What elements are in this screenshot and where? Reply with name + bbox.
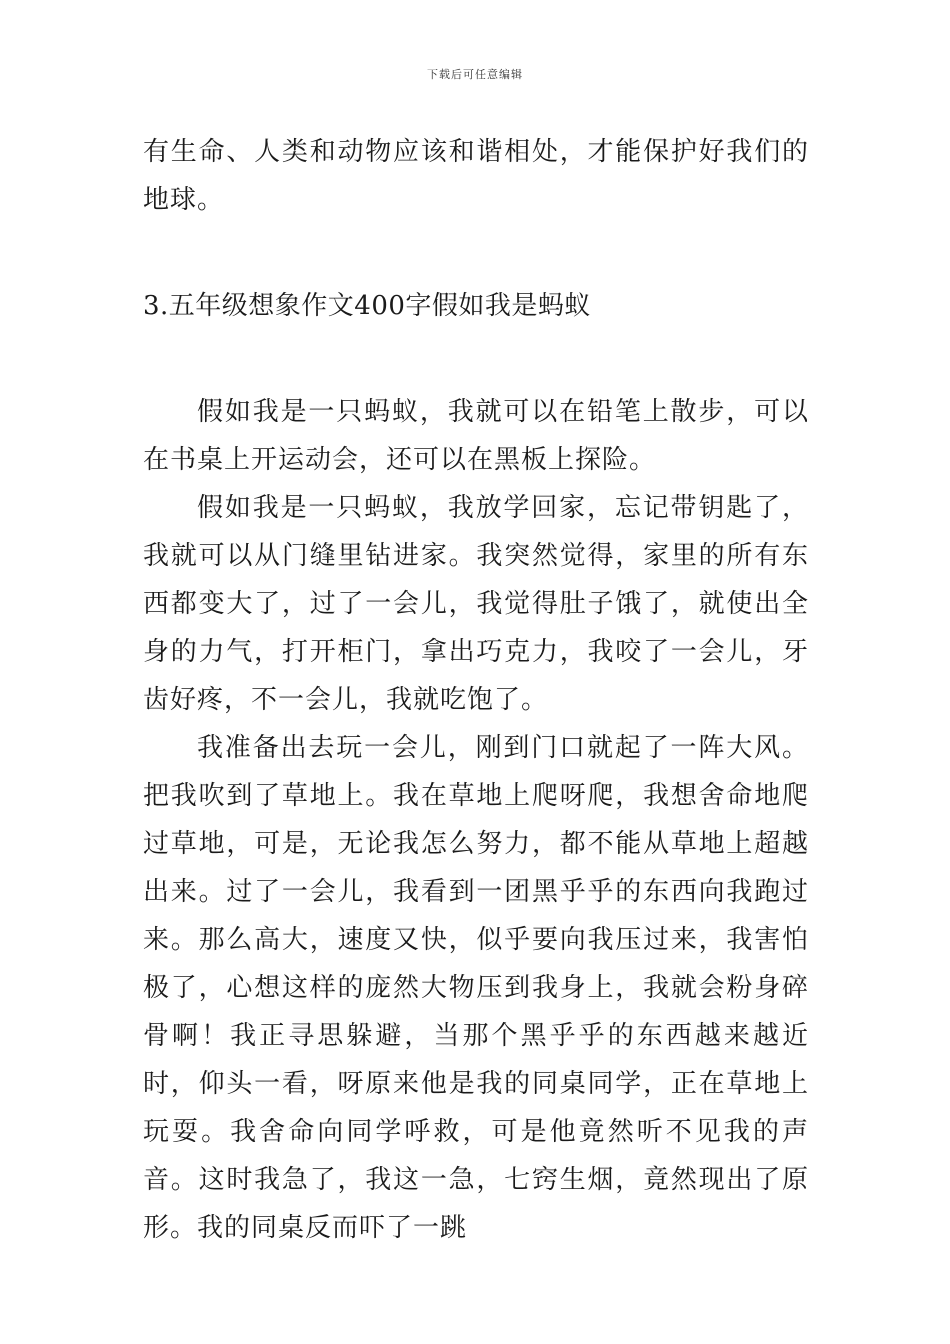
essay-paragraph-1: 假如我是一只蚂蚁，我就可以在铅笔上散步，可以在书桌上开运动会，还可以在黑板上探险。 xyxy=(143,397,809,475)
header-note: 下载后可任意编辑 xyxy=(427,68,523,81)
essay-paragraph-3: 我准备出去玩一会儿，刚到门口就起了一阵大风。把我吹到了草地上。我在草地上爬呀爬，我想舍命地爬过草地，可是，无论我怎么努力，都不能从草地上超越出来。过了一会儿，我看到一团黑乎乎的东西向我跑过来。那么高大，速度又快，似乎要向我压过来，我害怕极了，心想这样的庞然大物压到我身上，我就会粉身碎骨啊！我正寻思躲避，当那个黑乎乎的东西越来越近时，仰头一看，呀原来他是我的同桌同学，正在草地上玩耍。我舍命向同学呼救，可是他竟然听不见我的声音。这时我急了，我这一急，七窍生烟，竟然现出了原形。我的同桌反而吓了一跳 xyxy=(143,733,809,1243)
document-body xyxy=(143,128,809,1252)
continuation-paragraph: 有生命、人类和动物应该和谐相处，才能保护好我们的地球。 xyxy=(143,137,809,215)
essay-paragraph-2: 假如我是一只蚂蚁，我放学回家，忘记带钥匙了，我就可以从门缝里钻进家。我突然觉得，家里的所有东西都变大了，过了一会儿，我觉得肚子饿了，就使出全身的力气，打开柜门，拿出巧克力，我咬了一会儿，牙齿好疼，不一会儿，我就吃饱了。 xyxy=(143,493,809,715)
essay-heading: 3.五年级想象作文400字假如我是蚂蚁 xyxy=(143,291,591,321)
